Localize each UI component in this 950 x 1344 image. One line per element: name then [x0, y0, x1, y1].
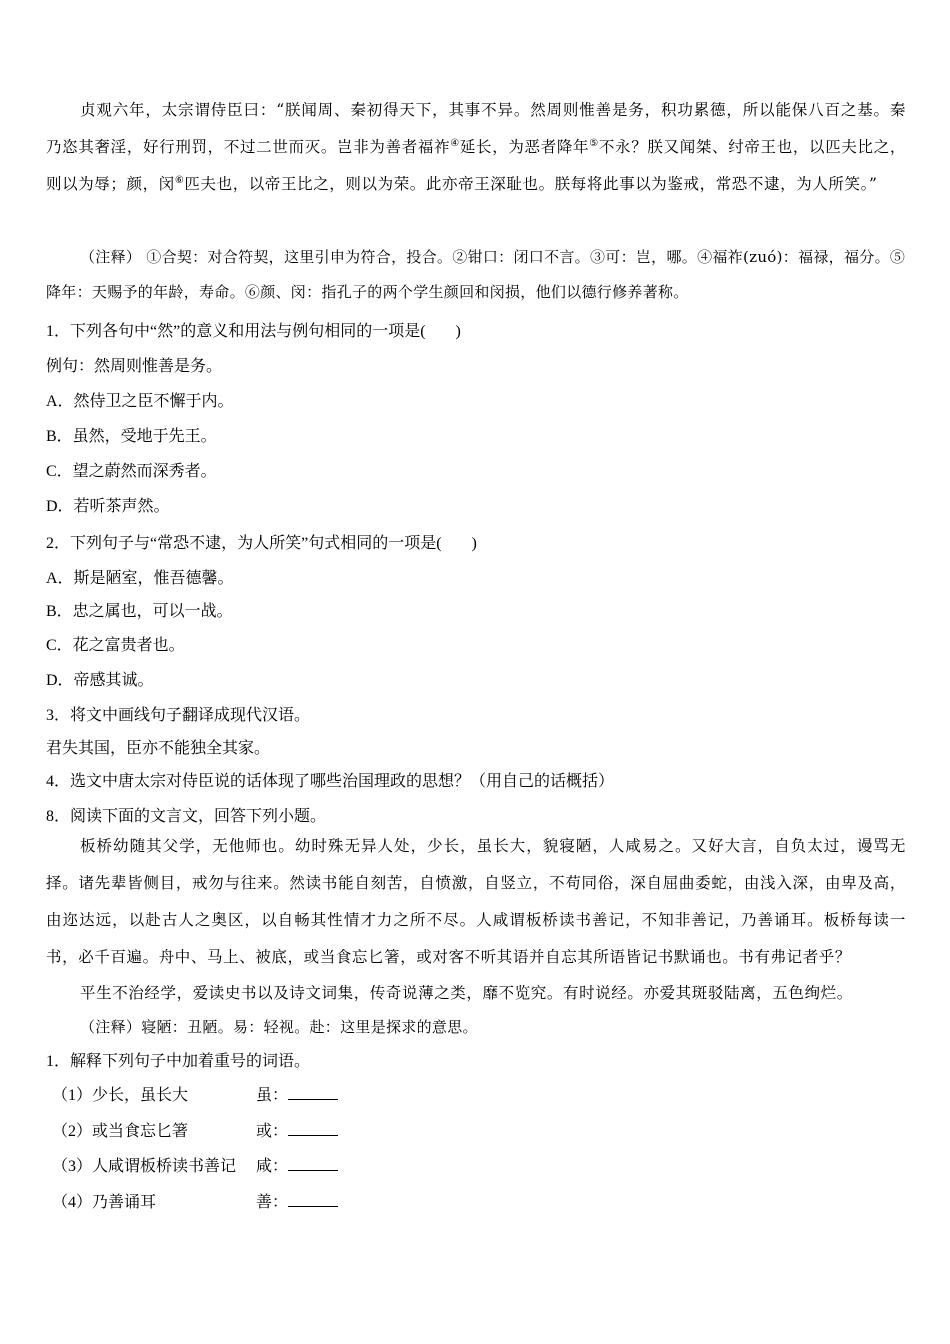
q2-option-c: C．花之富贵者也。 — [46, 637, 185, 654]
q1-option-a: A．然侍卫之臣不懈于内。 — [46, 393, 234, 410]
answer-blank[interactable] — [288, 1192, 338, 1207]
q2-stem: 2．下列句子与“常恐不逮，为人所笑”句式相同的一项是( ) — [46, 535, 477, 552]
q1-option-c: C．望之蔚然而深秀者。 — [46, 463, 217, 480]
q1-option-d: D．若听茶声然。 — [46, 498, 170, 515]
passage-banqiao: 板桥幼随其父学，无他师也。幼时殊无异人处，少长，虽长大，貌寝陋，人咸易之。又好大言，自负太过，谩骂无择。诸先辈皆侧目，戒勿与往来。然读书能自刻苦，自愤激，自竖立，不苟同俗，深自屈曲委蛇，由浅入深，由卑及高，由迩达远，以赴古人之奥区，以自畅其性情才力之所不尽。人咸谓板桥读书善记，不知非善记，乃善诵耳。板桥每读一书，必千百遍。舟中、马上、被底，或当食忘匕箸，或对客不听其语并自忘其所语皆记书默诵也。书有弗记者乎？ — [46, 837, 906, 966]
q8-sub1-stem: 1．解释下列句子中加着重号的词语。 — [46, 1053, 311, 1070]
q4-stem: 4．选文中唐太宗对侍臣说的话体现了哪些治国理政的思想？（用自己的话概括） — [46, 773, 615, 790]
answer-blank[interactable] — [288, 1121, 338, 1136]
q3-sentence: 君失其国，臣亦不能独全其家。 — [46, 740, 271, 757]
q1-example: 例句：然周则惟善是务。 — [46, 358, 223, 375]
q1-option-b: B．虽然，受地于先王。 — [46, 428, 217, 445]
q1-stem: 1．下列各句中“然”的意义和用法与例句相同的一项是( ) — [46, 323, 461, 340]
passage-notes: （注释） ①合契：对合符契，这里引申为符合，投合。②钳口：闭口不言。③可：岂，哪。④福祚(zuó)：福禄，福分。⑤降年：天赐予的年龄，寿命。⑥颜、闵：指孔子的两个学生颜回和闵损，他们以德行修养著称。 — [46, 248, 906, 301]
vocab-item: （3）人咸谓板桥读书善记 咸： — [52, 1153, 338, 1176]
passage-banqiao-2: 平生不治经学，爱读史书以及诗文词集，传奇说薄之类，靡不览究。有时说经。亦爱其斑驳陆离，五色绚烂。 — [80, 984, 853, 1002]
answer-blank[interactable] — [288, 1085, 338, 1100]
passage-text-3: 不永？朕又闻桀、纣帝王也，以匹夫比之，则以为辱；颜，闵 — [46, 138, 906, 193]
passage-text-4: 匹夫也，以帝王比之，则以为荣。此亦帝王深耻也。朕每将此事以为鉴戒，常恐不逮，为人所笑。” — [184, 175, 878, 193]
q8-stem: 8．阅读下面的文言文，回答下列小题。 — [46, 808, 327, 825]
vocab-item: （1）少长，虽长大 虽： — [52, 1082, 338, 1105]
passage-text-1: 贞观六年，太宗谓侍臣曰：“朕闻周、秦初得天下，其事不异。然周则惟善是务，积功累德，所以能保八百之基。秦乃恣其奢淫，好行刑罚，不过二世而灭。岂非为善者福祚 — [46, 101, 906, 156]
answer-blank[interactable] — [288, 1156, 338, 1171]
footnote-mark-6: ⑥ — [174, 174, 185, 186]
q2-option-b: B．忠之属也，可以一战。 — [46, 603, 233, 620]
q2-option-d: D．帝感其诚。 — [46, 672, 154, 689]
q2-option-a: A．斯是陋室，惟吾德馨。 — [46, 570, 234, 587]
vocab-item: （4）乃善诵耳 善： — [52, 1189, 338, 1212]
footnote-mark-4: ④ — [450, 137, 460, 149]
passage-zhenguan — [46, 92, 906, 203]
q3-stem: 3．将文中画线句子翻译成现代汉语。 — [46, 707, 311, 724]
passage-text-2: 延长，为恶者降年 — [459, 138, 590, 156]
banqiao-notes: （注释）寝陋：丑陋。易：轻视。赴：这里是探求的意思。 — [80, 1018, 478, 1036]
vocab-item: （2）或当食忘匕箸 或： — [52, 1118, 338, 1141]
footnote-mark-5: ⑤ — [589, 137, 599, 149]
